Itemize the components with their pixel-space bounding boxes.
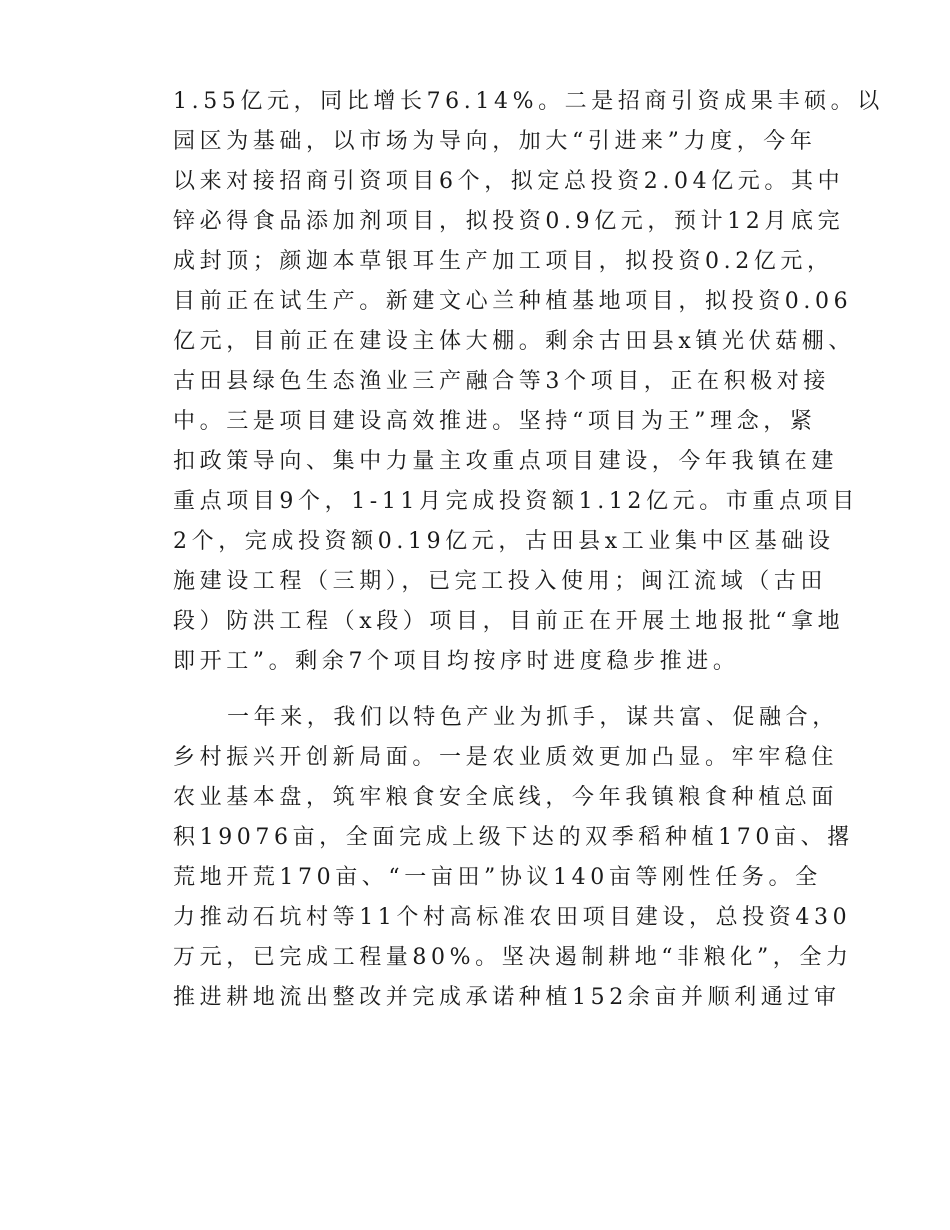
text-line: 荒地开荒170亩、“一亩田”协议140亩等刚性任务。全 (173, 865, 822, 890)
text-line: 以来对接招商引资项目6个，拟定总投资2.04亿元。其中 (173, 169, 845, 194)
text-line: 乡村振兴开创新局面。一是农业质效更加凸显。牢牢稳住 (173, 745, 839, 770)
text-line: 推进耕地流出整改并完成承诺种植152余亩并顺利通过审 (173, 985, 841, 1010)
text-line: 施建设工程（三期），已完工投入使用；闽江流域（古田 (173, 569, 828, 594)
text-line: 段）防洪工程（x段）项目，目前正在开展土地报批“拿地 (173, 609, 845, 634)
text-line: 万元，已完成工程量80%。坚决遏制耕地“非粮化”，全力 (173, 945, 853, 970)
text-line: 即开工”。剩余7个项目均按序时进度稳步推进。 (173, 649, 740, 674)
text-line: 1.55亿元，同比增长76.14%。二是招商引资成果丰硕。以 (173, 89, 884, 114)
text-line: 锌必得食品添加剂项目，拟投资0.9亿元，预计12月底完 (173, 209, 845, 234)
text-line: 亿元，目前正在建设主体大棚。剩余古田县x镇光伏菇棚、 (173, 329, 856, 354)
text-line: 园区为基础，以市场为导向，加大“引进来”力度，今年 (173, 129, 817, 154)
text-line: 2个，完成投资额0.19亿元，古田县x工业集中区基础设 (173, 529, 835, 554)
text-line: 扣政策导向、集中力量主攻重点项目建设，今年我镇在建 (173, 449, 839, 474)
paragraph-2 (173, 698, 854, 1018)
text-line: 目前正在试生产。新建文心兰种植基地项目，拟投资0.06 (173, 289, 853, 314)
text-line: 中。三是项目建设高效推进。坚持“项目为王”理念，紧 (173, 409, 817, 434)
text-line: 农业基本盘，筑牢粮食安全底线，今年我镇粮食种植总面 (173, 785, 839, 810)
text-line: 成封顶；颜迦本草银耳生产加工项目，拟投资0.2亿元， (173, 249, 834, 274)
text-line-indented: 一年来，我们以特色产业为抓手，谋共富、促融合， (227, 705, 839, 730)
document-page (173, 82, 884, 1018)
paragraph-1 (173, 82, 884, 682)
text-line: 力推动石坑村等11个村高标准农田项目建设，总投资430 (173, 905, 852, 930)
text-line: 古田县绿色生态渔业三产融合等3个项目，正在积极对接 (173, 369, 830, 394)
text-line: 重点项目9个，1-11月完成投资额1.12亿元。市重点项目 (173, 489, 859, 514)
text-line: 积19076亩，全面完成上级下达的双季稻种植170亩、撂 (173, 825, 854, 850)
